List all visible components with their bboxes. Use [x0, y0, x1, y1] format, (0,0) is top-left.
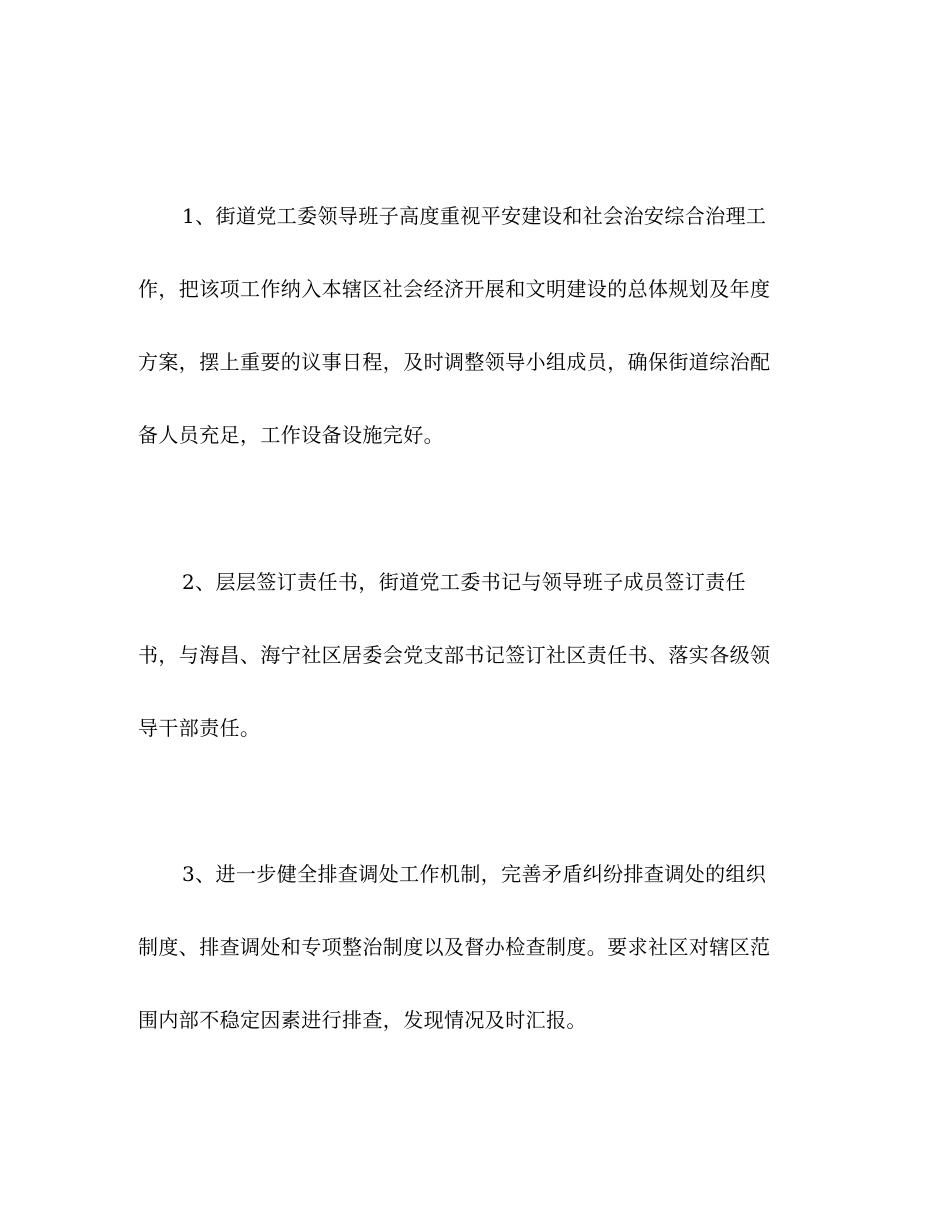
paragraph-3	[138, 864, 818, 1083]
paragraph-line: 制度、排查调处和专项整治制度以及督办检查制度。要求社区对辖区范	[138, 935, 771, 959]
paragraph-1	[138, 206, 818, 498]
paragraph-line: 2、层层签订责任书，街道党工委书记与领导班子成员签订责任	[182, 570, 746, 594]
paragraph-2	[138, 572, 818, 791]
paragraph-line: 作，把该项工作纳入本辖区社会经济开展和文明建设的总体规划及年度	[138, 277, 771, 301]
paragraph-line: 方案，摆上重要的议事日程，及时调整领导小组成员，确保街道综治配	[138, 350, 771, 374]
paragraph-line: 3、进一步健全排查调处工作机制，完善矛盾纠纷排查调处的组织	[182, 862, 767, 886]
paragraph-line: 导干部责任。	[138, 716, 261, 740]
paragraph-line: 1、街道党工委领导班子高度重视平安建设和社会治安综合治理工	[182, 204, 767, 228]
paragraph-line: 书，与海昌、海宁社区居委会党支部书记签订社区责任书、落实各级领	[138, 643, 771, 667]
paragraph-line: 备人员充足，工作设备设施完好。	[138, 423, 444, 447]
paragraph-line: 围内部不稳定因素进行排查，发现情况及时汇报。	[138, 1008, 587, 1032]
